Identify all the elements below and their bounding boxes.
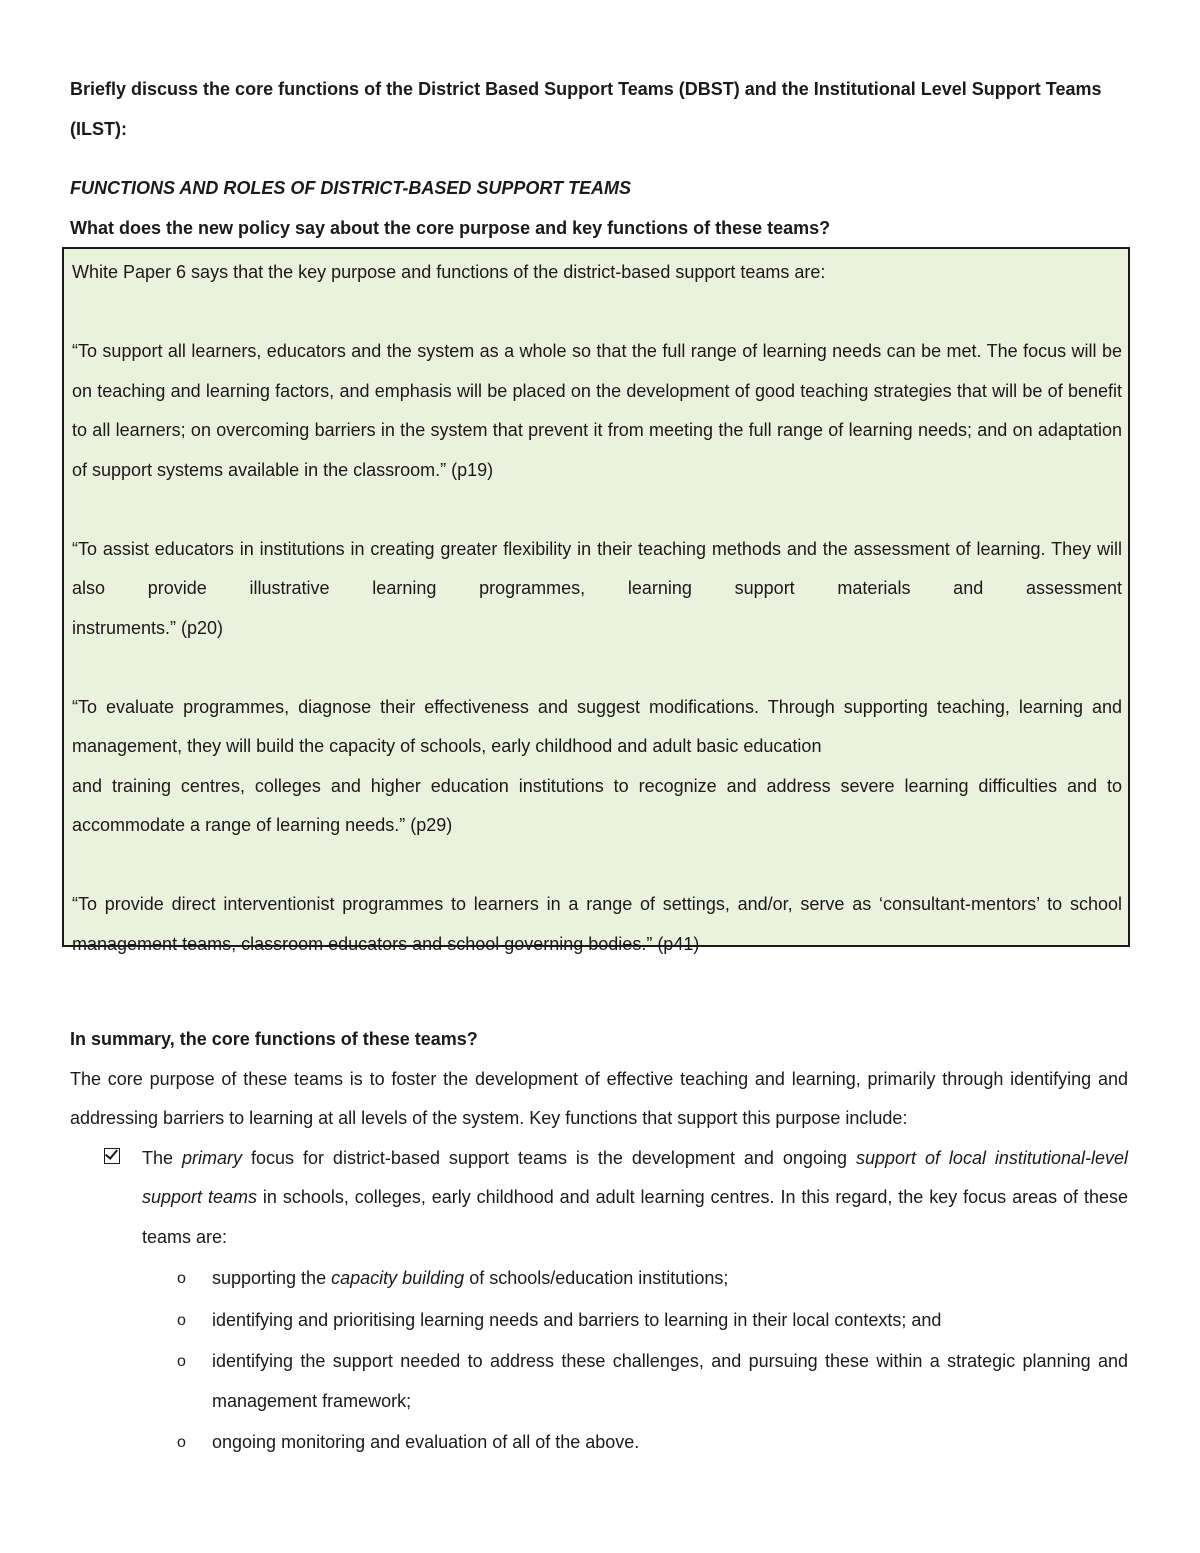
sub-item-text: identifying and prioritising learning needs and barriers to learning in their local contexts; and: [212, 1309, 942, 1330]
question-line-1: Briefly discuss the core functions of the District Based Support Teams (DBST) and the Institutional Level Support Teams: [70, 79, 1102, 99]
quote-p41: “To provide direct interventionist programmes to learners in a range of settings, and/or, serve as ‘consultant-mentors’ to school management teams, classroom educators and school governing bodies.” (p41): [72, 894, 1122, 954]
quote-p19: “To support all learners, educators and the system as a whole so that the full range of learning needs can be met. The focus will be on teaching and learning factors, and emphasis will be placed on the development of good teaching strategies that will be of benefit to all learners; on overcoming barriers in the system that prevent it from meeting the full range of learning needs; and on adaptation of support systems available in the classroom.” (p19): [72, 341, 1122, 480]
section-heading: FUNCTIONS AND ROLES OF DISTRICT-BASED SUPPORT TEAMS: [70, 178, 632, 198]
check-text-5: in schools, colleges, early childhood and adult learning centres. In this regard, the key focus areas of these teams are:: [142, 1187, 1129, 1247]
box-intro: White Paper 6 says that the key purpose and functions of the district-based support teams are:: [72, 262, 826, 282]
sub-list-item: [70, 1259, 1128, 1299]
sub-item-text: ongoing monitoring and evaluation of all of the above.: [212, 1432, 640, 1452]
quote-p20-part-b: instruments.” (p20): [72, 617, 224, 638]
check-text-primary: primary: [181, 1147, 242, 1168]
quote-p29-part-a: “To evaluate programmes, diagnose their effectiveness and suggest modifications. Through supporting teaching, learning and management, they will build the capacity of schools, early childhood and adult basic education: [72, 696, 1122, 756]
sub-item-text: of schools/education institutions;: [464, 1268, 729, 1288]
circle-bullet-icon: o: [177, 1434, 186, 1451]
white-paper-quote-box: [62, 247, 1130, 954]
quote-p29-part-b: and training centres, colleges and higher education institutions to recognize and address severe learning difficulties and to accommodate a range of learning needs.” (p29): [72, 775, 1122, 835]
policy-question: What does the new policy say about the core purpose and key functions of these teams?: [70, 217, 831, 238]
sub-list-item: [70, 1301, 1128, 1341]
check-text-1: The: [142, 1147, 182, 1168]
sub-list-item: [70, 1423, 1128, 1463]
sub-item-text: identifying the support needed to address these challenges, and pursuing these within a strategic planning and management framework;: [212, 1351, 1128, 1411]
sub-item-emphasis: capacity building: [331, 1268, 465, 1288]
document-header: [70, 70, 1130, 248]
checkbox-checked-icon: [104, 1148, 120, 1164]
question-line-2: (ILST):: [70, 118, 127, 139]
check-text-3: focus for district-based support teams is the development and ongoing: [242, 1147, 856, 1168]
check-text-support: support of local institutional-level support teams: [142, 1147, 1128, 1207]
checklist-item: [70, 1139, 1128, 1258]
summary-paragraph: The core purpose of these teams is to foster the development of effective teaching and learning, primarily through identifying and addressing barriers to learning at all levels of the system. Key functions that support this purpose include:: [70, 1068, 1128, 1128]
circle-bullet-icon: o: [177, 1353, 186, 1370]
sub-list-item: [70, 1342, 1128, 1421]
summary-section: [70, 1020, 1128, 1463]
summary-heading: In summary, the core functions of these teams?: [70, 1029, 478, 1049]
quote-p20-part-a: “To assist educators in institutions in creating greater flexibility in their teaching methods and the assessment of learning. They will also provide illustrative learning programmes, learning support materials and assessment: [72, 538, 1122, 598]
sub-item-text: supporting the: [212, 1268, 332, 1288]
circle-bullet-icon: o: [177, 1311, 186, 1329]
circle-bullet-icon: o: [177, 1270, 186, 1287]
